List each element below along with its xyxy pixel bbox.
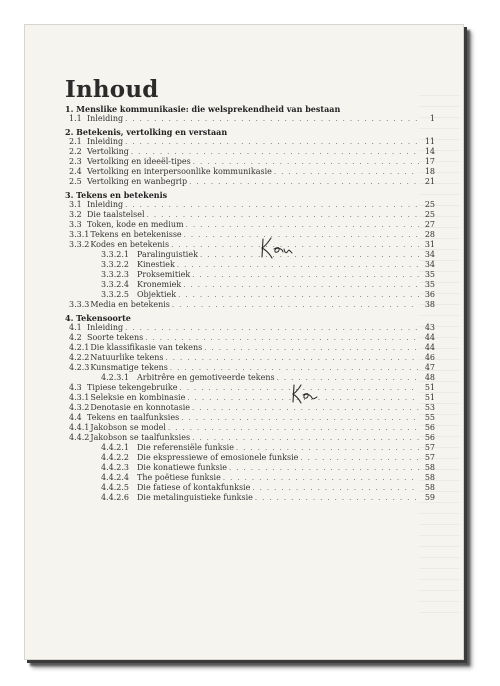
entry-title: Vertolking — [87, 147, 129, 156]
entry-number: 4.3.1 — [69, 393, 90, 402]
entry-title: Proksemitiek — [137, 270, 191, 279]
toc-entry — [65, 177, 435, 187]
entry-number: 4.4.2.1 — [101, 443, 129, 452]
dot-leader — [183, 280, 419, 290]
page-number: 14 — [424, 147, 435, 156]
page-number: 58 — [424, 463, 435, 472]
entry-title: Jakobson se model — [90, 423, 166, 432]
toc-entry — [65, 260, 435, 270]
toc-entry — [65, 323, 435, 333]
dot-leader — [125, 114, 419, 124]
entry-title: Token, kode en medium — [87, 220, 184, 229]
page-number: 58 — [424, 473, 435, 482]
entry-number: 3.3.2.3 — [101, 270, 129, 279]
entry-title: Inleiding — [87, 200, 124, 209]
dot-leader — [172, 300, 419, 310]
page-number: 51 — [424, 383, 435, 392]
entry-title: Natuurlike tekens — [90, 353, 164, 362]
page-number: 57 — [424, 453, 435, 462]
entry-number: 4.3 — [69, 383, 82, 392]
page-title: Inhoud — [65, 76, 159, 103]
page-number: 21 — [424, 177, 435, 186]
book-page — [24, 24, 464, 660]
dot-leader — [125, 323, 419, 333]
entry-number: 4.2.1 — [69, 343, 90, 352]
entry-title: Die klassifikasie van tekens — [90, 343, 203, 352]
toc-entry — [65, 473, 435, 483]
entry-title: Arbitrêre en gemotiveerde tekens — [137, 373, 275, 382]
toc-entry — [65, 200, 435, 210]
entry-number: 3.2 — [69, 210, 82, 219]
toc-entry — [65, 137, 435, 147]
entry-title: Kunsmatige tekens — [90, 363, 168, 372]
dot-leader — [193, 157, 419, 167]
section-heading: 1. Menslike kommunikasie: die welsprekendheid van bestaan — [65, 104, 341, 114]
dot-leader — [125, 200, 419, 210]
entry-number: 4.4.2.5 — [101, 483, 129, 492]
toc-entry — [65, 220, 435, 230]
dot-leader — [186, 220, 419, 230]
toc-entry — [65, 250, 435, 260]
entry-title: Vertolking en ideeël-tipes — [87, 157, 191, 166]
entry-number: 1.1 — [69, 114, 82, 123]
dot-leader — [236, 443, 419, 453]
entry-number: 3.3 — [69, 220, 82, 229]
entry-title: Die taalstelsel — [87, 210, 145, 219]
entry-title: Die ekspressiewe of emosionele funksie — [137, 453, 299, 462]
dot-leader — [189, 177, 419, 187]
entry-title: Jakobson se taalfunksies — [90, 433, 191, 442]
entry-number: 2.2 — [69, 147, 82, 156]
entry-title: Kronemiek — [137, 280, 182, 289]
page-number: 34 — [424, 260, 435, 269]
entry-title: Soorte tekens — [87, 333, 144, 342]
toc-entry — [65, 483, 435, 493]
toc-entry — [65, 230, 435, 240]
entry-number: 3.3.3 — [69, 300, 90, 309]
entry-title: Die konatiewe funksie — [137, 463, 227, 472]
entry-number: 3.3.2.1 — [101, 250, 129, 259]
dot-leader — [223, 473, 419, 483]
dot-leader — [168, 423, 419, 433]
entry-number: 2.1 — [69, 137, 82, 146]
entry-number: 3.3.2 — [69, 240, 90, 249]
dot-leader — [192, 433, 419, 443]
dot-leader — [166, 353, 419, 363]
page-number: 59 — [424, 493, 435, 502]
toc-entry — [65, 463, 435, 473]
dot-leader — [145, 333, 419, 343]
page-number: 53 — [424, 403, 435, 412]
page-number: 31 — [424, 240, 435, 249]
page-number: 36 — [424, 290, 435, 299]
entry-number: 2.5 — [69, 177, 82, 186]
dot-leader — [184, 230, 419, 240]
entry-number: 4.1 — [69, 323, 82, 332]
entry-number: 4.4 — [69, 413, 82, 422]
entry-title: Kinestiek — [137, 260, 175, 269]
page-number: 47 — [424, 363, 435, 372]
toc-entry — [65, 333, 435, 343]
entry-title: Vertolking en wanbegrip — [87, 177, 188, 186]
dot-leader — [274, 167, 419, 177]
page-number: 44 — [424, 343, 435, 352]
page-number: 1 — [429, 114, 435, 123]
dot-leader — [200, 250, 419, 260]
dot-leader — [125, 137, 419, 147]
page-number: 56 — [424, 433, 435, 442]
page-number: 25 — [424, 210, 435, 219]
entry-number: 4.2.3 — [69, 363, 90, 372]
entry-number: 4.3.2 — [69, 403, 90, 412]
entry-title: Die referensiële funksie — [137, 443, 234, 452]
toc-entry — [65, 493, 435, 503]
entry-number: 4.4.2 — [69, 433, 90, 442]
page-number: 43 — [424, 323, 435, 332]
entry-title: Tipiese tekengebruike — [87, 383, 178, 392]
page-number: 25 — [424, 200, 435, 209]
entry-title: Objektiek — [137, 290, 177, 299]
entry-number: 4.4.2.6 — [101, 493, 129, 502]
page-number: 11 — [424, 137, 435, 146]
entry-title: Vertolking en interpersoonlike kommunikasie — [87, 167, 272, 176]
entry-number: 4.2.3.1 — [101, 373, 129, 382]
toc-entry — [65, 167, 435, 177]
entry-number: 4.4.2.2 — [101, 453, 129, 462]
dot-leader — [131, 147, 419, 157]
page-number: 35 — [424, 270, 435, 279]
toc-entry — [65, 240, 435, 250]
entry-number: 3.3.1 — [69, 230, 90, 239]
page-number: 48 — [424, 373, 435, 382]
entry-title: Inleiding — [87, 323, 124, 332]
toc-entry — [65, 114, 435, 124]
dot-leader — [170, 363, 419, 373]
entry-number: 4.4.2.3 — [101, 463, 129, 472]
entry-number: 3.1 — [69, 200, 82, 209]
toc-entry — [65, 147, 435, 157]
page-number: 46 — [424, 353, 435, 362]
dot-leader — [229, 463, 419, 473]
page-number: 51 — [424, 393, 435, 402]
handwritten-mark-2 — [288, 382, 320, 406]
entry-number: 4.4.2.4 — [101, 473, 129, 482]
entry-title: Inleiding — [87, 114, 124, 123]
entry-title: Seleksie en kombinasie — [90, 393, 186, 402]
toc-entry — [65, 300, 435, 310]
dot-leader — [192, 270, 419, 280]
entry-title: Paralinguistiek — [137, 250, 198, 259]
toc-entry — [65, 290, 435, 300]
handwritten-mark-1 — [257, 235, 297, 261]
entry-number: 3.3.2.4 — [101, 280, 129, 289]
toc-entry — [65, 423, 435, 433]
page-number: 58 — [424, 483, 435, 492]
toc-entry — [65, 383, 435, 393]
page-number: 27 — [424, 220, 435, 229]
entry-number: 3.3.2.5 — [101, 290, 129, 299]
dot-leader — [147, 210, 419, 220]
dot-leader — [177, 260, 419, 270]
entry-title: Die metalinguistieke funksie — [137, 493, 253, 502]
toc-entry — [65, 413, 435, 423]
entry-title: Media en betekenis — [90, 300, 170, 309]
toc-entry — [65, 443, 435, 453]
page-number: 35 — [424, 280, 435, 289]
entry-title: Tekens en taalfunksies — [87, 413, 180, 422]
toc-entry — [65, 433, 435, 443]
section-heading: 3. Tekens en betekenis — [65, 190, 168, 200]
page-number: 44 — [424, 333, 435, 342]
page-number: 34 — [424, 250, 435, 259]
dot-leader — [181, 413, 419, 423]
toc-entry — [65, 393, 435, 403]
page-number: 18 — [424, 167, 435, 176]
entry-title: Denotasie en konnotasie — [90, 403, 190, 412]
page-number: 17 — [424, 157, 435, 166]
toc-entry — [65, 373, 435, 383]
table-of-contents — [65, 77, 435, 503]
dot-leader — [255, 493, 419, 503]
entry-title: The poëtiese funksie — [137, 473, 221, 482]
toc-entry — [65, 270, 435, 280]
entry-number: 4.2.2 — [69, 353, 90, 362]
entry-number: 2.4 — [69, 167, 82, 176]
toc-entry — [65, 210, 435, 220]
page-number: 57 — [424, 443, 435, 452]
page-number: 28 — [424, 230, 435, 239]
entry-number: 3.3.2.2 — [101, 260, 129, 269]
toc-entry — [65, 453, 435, 463]
entry-number: 2.3 — [69, 157, 82, 166]
dot-leader — [178, 290, 419, 300]
dot-leader — [204, 343, 419, 353]
entry-number: 4.2 — [69, 333, 82, 342]
entry-title: Kodes en betekenis — [90, 240, 170, 249]
toc-entry — [65, 363, 435, 373]
toc-entry — [65, 280, 435, 290]
toc-entry — [65, 403, 435, 413]
toc-entry — [65, 343, 435, 353]
section-heading: 4. Tekensoorte — [65, 313, 131, 323]
dot-leader — [252, 483, 419, 493]
entry-title: Tekens en betekenisse — [90, 230, 182, 239]
toc-sections — [65, 103, 435, 503]
entry-title: Die fatiese of kontakfunksie — [137, 483, 251, 492]
toc-entry — [65, 157, 435, 167]
page-number: 55 — [424, 413, 435, 422]
toc-entry — [65, 353, 435, 363]
entry-number: 4.4.1 — [69, 423, 90, 432]
page-number: 56 — [424, 423, 435, 432]
page-number: 38 — [424, 300, 435, 309]
entry-title: Inleiding — [87, 137, 124, 146]
section-heading: 2. Betekenis, vertolking en verstaan — [65, 127, 228, 137]
dot-leader — [300, 453, 419, 463]
